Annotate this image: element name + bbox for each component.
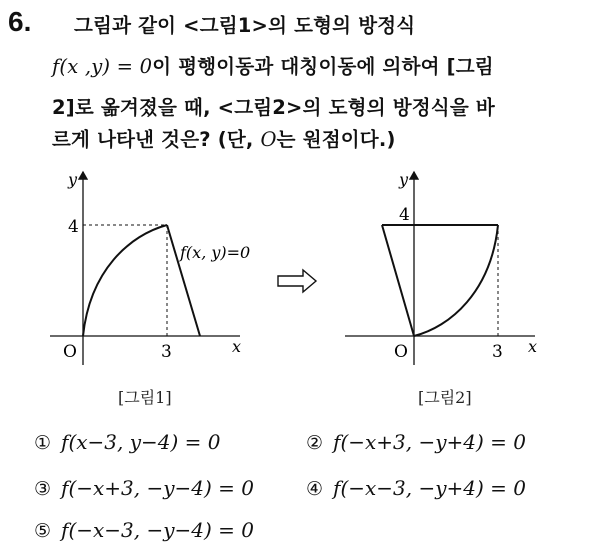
figure-2-x-tick: 3 — [492, 342, 503, 362]
figure-1-segment — [167, 225, 200, 336]
figure-1-y-tick: 4 — [68, 217, 79, 237]
figure-2 — [345, 170, 537, 365]
choice-1-expression: f(x−3, y−4) = 0 — [61, 430, 221, 454]
choice-5-mark: ⑤ — [34, 520, 52, 542]
choice-2-expression: f(−x+3, −y+4) = 0 — [333, 430, 527, 454]
question-line-4-b: 는 원점이다.) — [276, 128, 396, 151]
figure-1-x-tick: 3 — [161, 342, 172, 362]
figure-1-y-label: y — [68, 170, 78, 189]
figure-1-curve-label: f(x, y)=0 — [180, 243, 251, 262]
figure-2-x-label: x — [528, 337, 538, 356]
question-line-1: 그림과 같이 <그림1>의 도형의 방정식 — [74, 14, 416, 37]
figure-2-origin-label: O — [394, 342, 408, 362]
figure-1-curve — [83, 225, 167, 336]
choice-4[interactable] — [306, 476, 526, 500]
choice-4-mark: ④ — [306, 478, 324, 500]
figure-1-x-label: x — [232, 337, 242, 356]
question-line-2-text: 이 평행이동과 대칭이동에 의하여 [그림 — [152, 55, 494, 78]
figure-2-caption: [그림2] — [418, 388, 472, 407]
question-line-4-a: 르게 나타낸 것은? (단, — [52, 128, 261, 151]
right-double-arrow-icon — [278, 270, 316, 292]
figure-1-origin-label: O — [63, 342, 77, 362]
question-number: 6. — [8, 6, 32, 37]
origin-symbol: O — [260, 128, 277, 151]
question-line-3: 2]로 옮겨졌을 때, <그림2>의 도형의 방정식을 바 — [52, 96, 495, 119]
choice-4-expression: f(−x−3, −y+4) = 0 — [333, 476, 527, 500]
figure-1-caption: [그림1] — [118, 388, 172, 407]
choice-2[interactable] — [306, 430, 526, 454]
figure-2-slant-segment — [382, 225, 414, 336]
figure-2-y-label: y — [399, 170, 409, 189]
figure-2-y-tick: 4 — [399, 205, 410, 225]
function-equation: f(x ,y) = 0 — [52, 55, 153, 78]
choice-5-expression: f(−x−3, −y−4) = 0 — [61, 518, 255, 542]
choice-1[interactable] — [34, 430, 221, 454]
choice-3[interactable] — [34, 476, 254, 500]
figure-1 — [50, 170, 250, 365]
choice-1-mark: ① — [34, 432, 52, 454]
choice-2-mark: ② — [306, 432, 324, 454]
choice-3-mark: ③ — [34, 478, 52, 500]
figure-2-curve — [414, 225, 498, 336]
choice-5[interactable] — [34, 518, 254, 542]
choice-3-expression: f(−x+3, −y−4) = 0 — [61, 476, 255, 500]
